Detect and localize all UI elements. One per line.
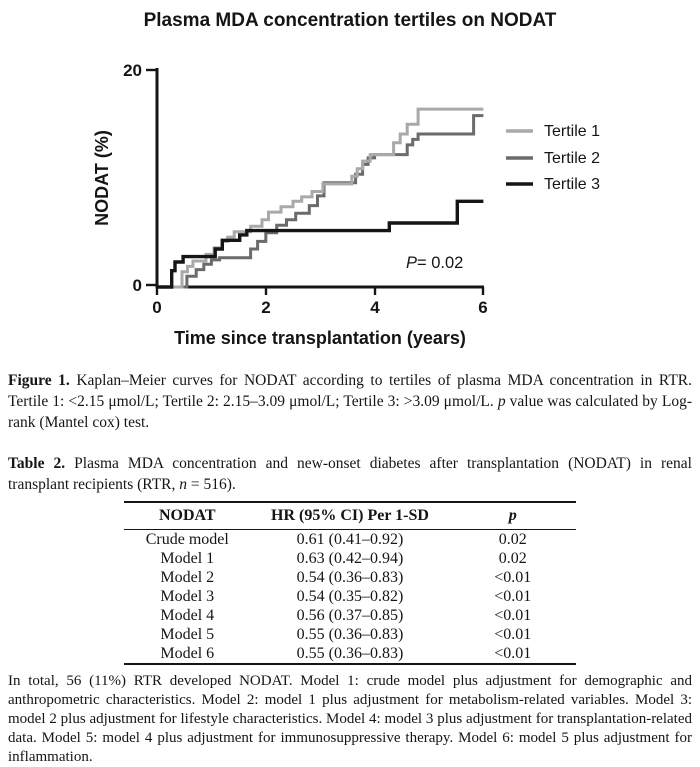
x-axis-label: Time since transplantation (years) bbox=[174, 328, 466, 348]
cell-p: <0.01 bbox=[494, 569, 532, 586]
table-footnote: In total, 56 (11%) RTR developed NODAT. Model 1: crude model plus adjustment for demographic and anthropometric characteristics. Model 2: model 1 plus adjustment for metabolism-related variables. Model 3: model 2 plus adjustment for lifestyle characteristics. Model 4: model 3 plus adjustment for transplantation-related data. Model 5: model 4 plus adjustment for immunosuppressive therapy. Model 6: model 5 plus adjustment for inflammation. bbox=[8, 673, 692, 765]
chart-title: Plasma MDA concentration tertiles on NODAT bbox=[143, 10, 557, 31]
table-header-row bbox=[124, 502, 576, 530]
cell-model: Model 3 bbox=[160, 588, 215, 605]
table-row bbox=[124, 587, 576, 606]
header-p-italic: p bbox=[508, 507, 517, 524]
header-p bbox=[449, 502, 576, 530]
legend-label-tertile-1: Tertile 1 bbox=[544, 123, 601, 140]
table-row bbox=[124, 625, 576, 644]
cell-model: Model 6 bbox=[124, 644, 251, 664]
cell-model: Model 1 bbox=[160, 550, 215, 567]
km-curve-tertile-3 bbox=[157, 201, 483, 287]
header-nodat: NODAT bbox=[124, 502, 251, 530]
legend-label-tertile-3: Tertile 3 bbox=[544, 176, 601, 193]
cell-hr: 0.55 (0.36–0.83) bbox=[251, 644, 450, 664]
cell-hr: 0.54 (0.36–0.83) bbox=[296, 569, 404, 586]
figure-caption-text1: Kaplan–Meier curves for NODAT according to tertiles of plasma MDA concentration in RTR. Tertile 1: <2.15 μmol/L; Tertile 2: 2.15–3.09 μmol/L; Tertile 3: >3.09 μmol/L. bbox=[8, 372, 693, 410]
table-caption-text2: = 516). bbox=[190, 476, 236, 493]
table-caption-text1: Plasma MDA concentration and new-onset diabetes after transplantation (NODAT) in renal transplant recipients (RTR, bbox=[8, 455, 692, 493]
cell-p: <0.01 bbox=[494, 626, 532, 643]
cell-hr: 0.54 (0.35–0.82) bbox=[296, 588, 404, 605]
y-tick-label-20: 20 bbox=[123, 61, 142, 80]
p-value-number: = 0.02 bbox=[417, 254, 464, 272]
table-row bbox=[124, 530, 576, 550]
p-value-symbol: P bbox=[406, 254, 418, 272]
cell-model: Model 4 bbox=[160, 607, 215, 624]
cell-p: <0.01 bbox=[449, 644, 576, 664]
table-row bbox=[124, 644, 576, 664]
x-tick-label-0: 0 bbox=[152, 298, 162, 317]
table-row bbox=[124, 549, 576, 568]
p-value-annotation bbox=[406, 254, 463, 272]
legend-label-tertile-2: Tertile 2 bbox=[544, 150, 601, 167]
cell-p: <0.01 bbox=[494, 607, 532, 624]
header-hr-ci: HR (95% CI) Per 1-SD bbox=[251, 502, 450, 530]
table-caption-label: Table 2. bbox=[8, 455, 66, 472]
results-table bbox=[124, 501, 576, 665]
figure-caption-text2: value was calculated by Log-rank (Mantel cox) test. bbox=[8, 393, 692, 431]
kaplan-meier-chart bbox=[0, 46, 700, 358]
table-caption bbox=[8, 453, 692, 495]
x-tick-label-6: 6 bbox=[478, 298, 488, 317]
figure-caption-label: Figure 1. bbox=[8, 372, 70, 389]
cell-hr: 0.61 (0.41–0.92) bbox=[296, 531, 404, 548]
cell-hr: 0.63 (0.42–0.94) bbox=[296, 550, 404, 567]
table-row bbox=[124, 606, 576, 625]
cell-hr: 0.55 (0.36–0.83) bbox=[296, 626, 404, 643]
y-axis-label: NODAT (%) bbox=[92, 130, 112, 226]
cell-p: <0.01 bbox=[494, 588, 532, 605]
table-row bbox=[124, 568, 576, 587]
x-tick-label-2: 2 bbox=[261, 298, 271, 317]
table-caption-n-italic: n bbox=[179, 476, 187, 493]
cell-model: Model 5 bbox=[160, 626, 215, 643]
cell-hr: 0.56 (0.37–0.85) bbox=[296, 607, 404, 624]
cell-p: 0.02 bbox=[498, 531, 527, 548]
cell-p: 0.02 bbox=[498, 550, 527, 567]
cell-model: Model 2 bbox=[160, 569, 215, 586]
figure-caption bbox=[8, 370, 692, 433]
legend bbox=[506, 123, 600, 193]
cell-model: Crude model bbox=[145, 531, 229, 548]
figure-caption-p-italic: p bbox=[497, 393, 506, 410]
x-tick-label-4: 4 bbox=[370, 298, 380, 317]
y-tick-label-0: 0 bbox=[132, 276, 142, 295]
